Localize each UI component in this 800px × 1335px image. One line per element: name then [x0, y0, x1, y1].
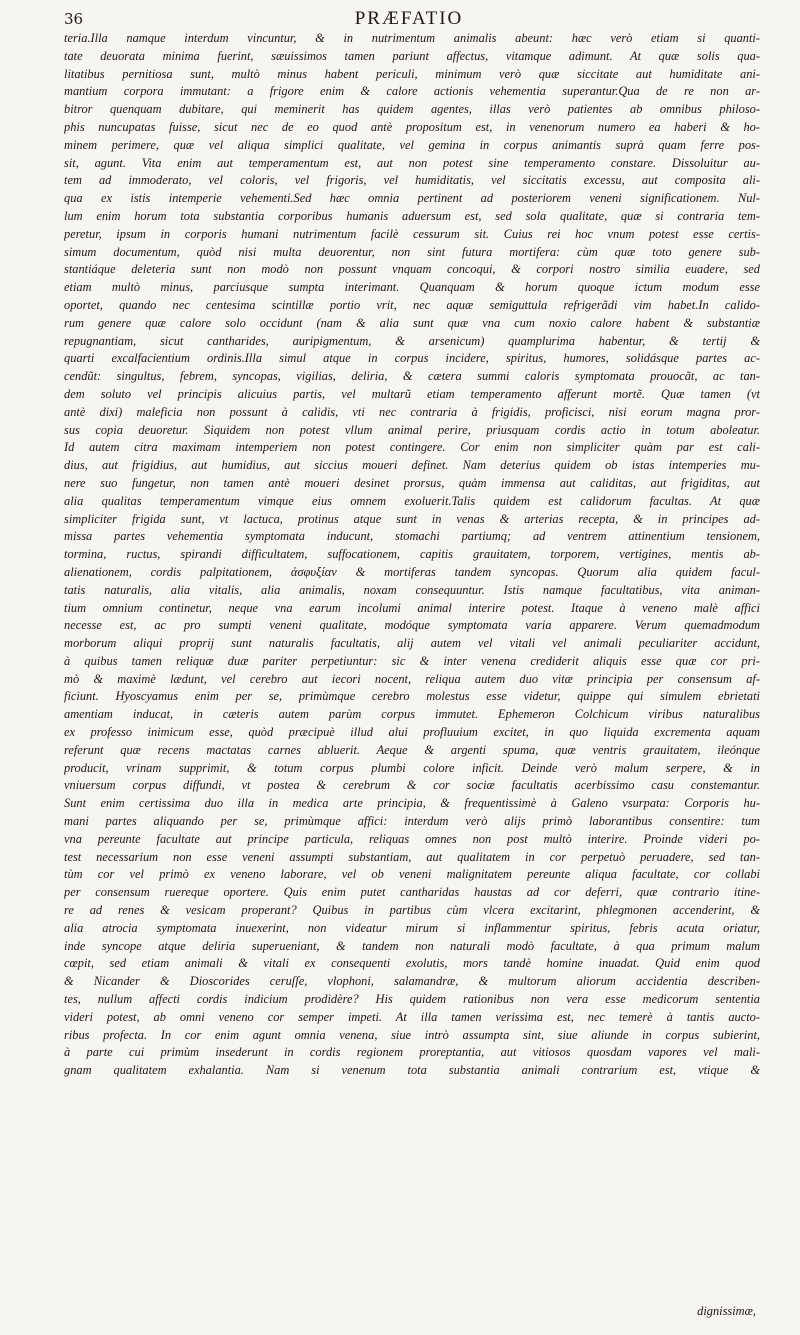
text-line: antè dixi) maleficia non possunt à calidis, vti nec contraria à frigidis, proficisci, nisi eorum magna pror- [64, 404, 760, 419]
text-line: tate deuorata minima fuerint, sæuissimos tamen pariunt affectus, vitamque adimunt. At quæ solis qua- [64, 48, 760, 63]
text-line: litatibus pernitiosa sunt, multò minus habent periculi, minimum verò quæ siccitate aut humiditate ani- [64, 66, 760, 81]
text-line: repugnantiam, sicut cantharides, auripigmentum, & arsenicum) quamplurima habentur, & tertij & [64, 333, 760, 348]
text-line: nere suo fungetur, non tamen antè moueri desinet prorsus, quàm immensa aut caliditas, aut frigiditas, aut [64, 475, 760, 490]
text-line: mò & maximè lædunt, vel cerebro aut iecori nocent, reliqua autem duo vitæ principia per consensum af- [64, 671, 760, 686]
text-line: à quibus tamen reliquæ duæ pariter perpetiuntur: sic & inter venena crediderit aliquis esse quæ cor pri- [64, 653, 760, 668]
text-line: morborum aliqui proprij sunt naturalis facultatis, alij autem vel vitali vel animali peculiariter accidunt, [64, 636, 760, 651]
text-line: phis nuncupatas fuisse, sicut nec de eo quod antè propositum est, in venenorum numero ea haberi & ho- [64, 119, 760, 134]
text-line: bitror quenquam dubitare, qui meminerit has quidem agentes, illas verò patientes ab omnibus philoso- [64, 102, 760, 117]
text-line: rum genere quæ calore solo occidunt (nam & alia sunt quæ vna cum noxio calore habent & substantiæ [64, 315, 760, 330]
text-line: videri potest, ab omni veneno cor semper impeti. At illa tamen verissima est, nec temerè à tantis aucto- [64, 1009, 760, 1024]
text-line: alia atrocia symptomata inuexerint, non videatur mirum si inflammentur spiritus, febris acuta oriatur, [64, 920, 760, 935]
text-line: test necessarium non esse veneni assumpti substantiam, aut qualitatem in cor perpetuò peruadere, sed tan- [64, 849, 760, 864]
text-line: lum enim horum tota substantia corporibus humanis aduersum est, sed sola qualitate, quæ si contraria tem- [64, 208, 760, 223]
text-line: simpliciter frigida sunt, vt lactuca, protinus atque sunt in venas & arterias recepta, & in principes ad- [64, 511, 760, 526]
text-line: oportet, quando nec centesima scintillæ portio vrit, nec aquæ semiguttula refrigerãdi vim habet.In calido- [64, 297, 760, 312]
text-line: per consensum ruereque oportere. Quis enim putet cantharidas haustas ad cor deferri, quæ contrario itine- [64, 885, 760, 900]
text-line: re ad renes & vesicam properant? Quibus in partibus cùm vlcera excitarint, phlegmonen accenderint, & [64, 903, 760, 918]
text-line: à parte cui primùm insederunt in cordis regionem proreptantia, aut vitiosos quosdam vapores vel mali- [64, 1045, 760, 1060]
text-line: ex professo inimicum esse, quòd præcipuè illud alui profluuium excitet, in quo liquida excrementa aquam [64, 725, 760, 740]
text-line: alia qualitas temperamentum vimque eius omnem exoluerit.Talis quidem est calidorum facultas. At quæ [64, 493, 760, 508]
text-line: minem perimere, quæ vel aliqua simplici qualitate, vel gemina in corpus animantis suprà quam ferre pos- [64, 137, 760, 152]
text-line: dem soluto vel principis alicuius partis, vel multarũ etiam temperamento afferunt mortẽ. Quæ tamen (vt [64, 386, 760, 401]
text-line: sus copia deuoretur. Siquidem non potest vllum animal perire, priusquam cordis actio in totum aboleatur. [64, 422, 760, 437]
running-head-title: PRÆFATIO [354, 8, 464, 29]
text-line: ribus profecta. In cor enim agunt omnia venena, siue intrò assumpta sint, siue aliunde in corpus subierint, [64, 1027, 760, 1042]
text-line: qua ex istis intemperie vehementi.Sed hæc omnia pertinent ad posteriorem veneni significationem. Nul- [64, 191, 760, 206]
text-line: tùm cor vel primò ex veneno laborare, vel ob veneni malignitatem pereunte aliqua facultate, cor collabi [64, 867, 760, 882]
text-line: mani partes aliquando per se, primùmque affici: interdum verò alijs primò laborantibus consentire: tum [64, 814, 760, 829]
text-line: referunt quæ recens mactatas carnes abluerit. Aeque & argenti spuma, quæ ventris grauitatem, ileónque [64, 742, 760, 757]
text-line: tormina, ructus, spirandi difficultatem, suffocationem, capitis grauitatem, torporem, vertigines, mentis ab- [64, 547, 760, 562]
text-line: tatis naturalis, alia vitalis, alia animalis, noxam consequuntur. Istis namque facultatibus, vita animan- [64, 582, 760, 597]
text-line: vniuersum corpus diffundi, vt postea & cerebrum & cor sociæ facultatis acerbissimo casu constemantur. [64, 778, 760, 793]
page-header [64, 8, 754, 32]
text-line: simum documentum, quòd nisi multa deuorentur, non sint futura mortifera: cùm quæ toto genere sub- [64, 244, 760, 259]
text-line: tium omnium continetur, neque vna earum incolumi animal interire potest. Itaque à veneno malè affici [64, 600, 760, 615]
text-line: Id autem citra maximam intemperiem non potest contingere. Cor enim non simpliciter quàm par est cali- [64, 440, 760, 455]
text-line: teria.Illa namque interdum vincuntur, & in nutrimentum animalis abeunt: hæc verò etiam si quanti- [64, 31, 760, 45]
text-line: amentiam inducat, in cæteris autem parùm corpus immutet. Ephemeron Colchicum viribus naturalibus [64, 707, 760, 722]
text-line: dius, aut frigidius, aut humidius, aut siccius moueri definet. Nam deterius quidem ob istas intemperies mu- [64, 458, 760, 473]
text-line: etiam multò minus, parciusque sumpta interimant. Quanquam & horum quoque ictum modum esse [64, 280, 760, 295]
text-line: tes, nullum affecti cordis indicium prodidère? His quidem rationibus non vera esse medicorum sententia [64, 992, 760, 1007]
text-line: necesse est, ac pro sumpti veneni qualitate, modóque symptomata varia apparere. Verum quemadmodum [64, 618, 760, 633]
body-text [64, 30, 760, 1292]
text-line: producit, vrinam supprimit, & totum corpus plumbi colore inficit. Deinde verò malum serpere, & in [64, 760, 760, 775]
catchword: dignissimæ, [697, 1304, 756, 1318]
text-line: cendũt: singultus, febrem, syncopas, vigilias, deliria, & cætera summi caloris symptomata prouocãt, ac tan- [64, 369, 760, 384]
text-line: sit, agunt. Vita enim aut temperamentum est, aut non potest sine temperamento constare. Dissoluitur au- [64, 155, 760, 170]
text-line: & Nicander & Dioscorides ceruſſe, vlophoni, salamandræ, & multorum aliorum accidentia describen- [64, 974, 760, 989]
page-number: 36 [64, 10, 84, 28]
text-line: inde syncope atque deliria superueniant, & tandem non naturali modò facultate, à qua primum malum [64, 938, 760, 953]
text-line: ficiunt. Hyoscyamus enim per se, primùmque cerebro molestus esse videtur, quippe qui simulem ebrietati [64, 689, 760, 704]
text-line: stantiáque deleteria sunt non modò non possunt vnquam concoqui, & corpori nostro similia euadere, sed [64, 262, 760, 277]
text-line: Sunt enim certissima duo illa in medica arte principia, & frequentissimè à Galeno vsurpata: Corporis hu- [64, 796, 760, 811]
text-line: cœpit, sed etiam animali & vitali ex consequenti exolutis, mors tandè homine inuadat. Quid enim quod [64, 956, 760, 971]
text-line: gnam qualitatem exhalantia. Nam si venenum tota substantia animali contrarium est, vtique & [64, 1063, 760, 1078]
text-line: mantium corpora immutant: a frigore enim & calore actionis vehementia superantur.Qua de re non ar- [64, 84, 760, 99]
text-line: missa partes vehementia symptomata inducunt, stomachi partiumq; ad ventrem attinentium tensionem, [64, 529, 760, 544]
text-line: tem ad immoderato, vel coloris, vel frigoris, vel humiditatis, vel siccitatis excessu, aut composita ali- [64, 173, 760, 188]
text-line: peretur, ipsum in corporis humani nutrimentum facilè cessurum sit. Cuius rei hoc vnum potest esse certis- [64, 226, 760, 241]
text-line: vna pereunte facultate aut principe particula, reliquas omnes non post multò interire. Proinde videri po- [64, 831, 760, 846]
text-line: quarti excalfacientium ordinis.Illa simul atque in corpus incidere, spiritus, humores, solidásque partes ac- [64, 351, 760, 366]
text-line: alienationem, cordis palpitationem, ἀσφυξίαν & mortiferas tandem syncopas. Quorum alia quidem facul- [64, 564, 760, 579]
